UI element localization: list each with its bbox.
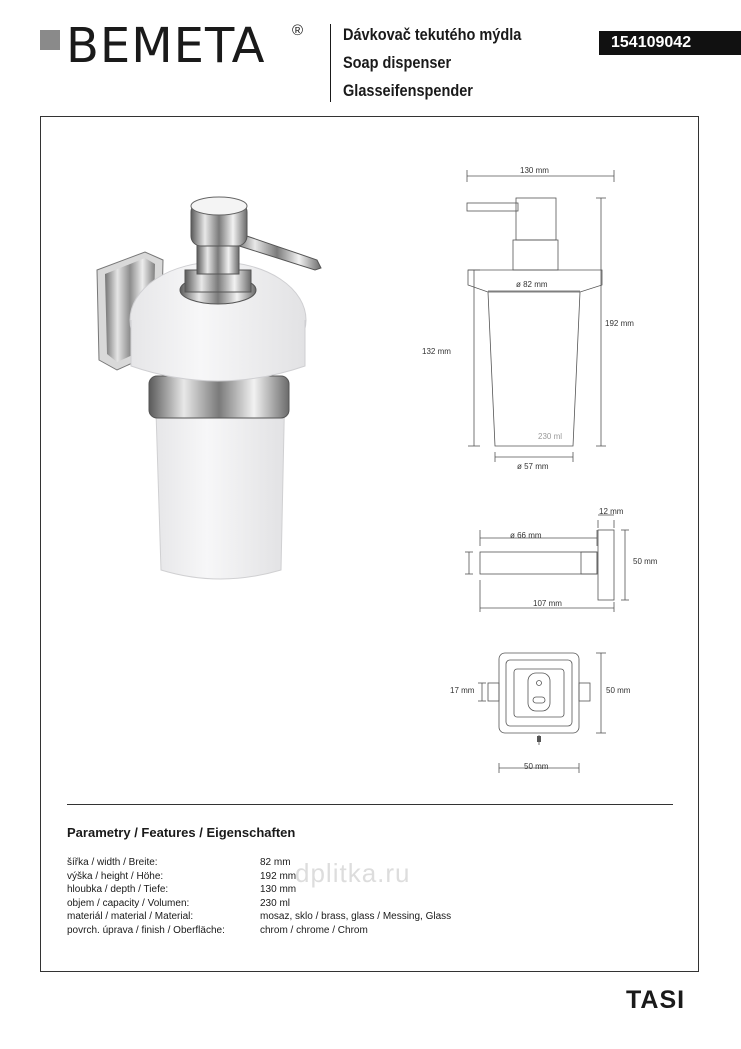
dim-capacity-note: 230 ml bbox=[538, 432, 563, 441]
series-name: TASI bbox=[626, 986, 686, 1014]
side-view-drawing bbox=[455, 500, 675, 620]
dim-side-height: 50 mm bbox=[633, 557, 658, 566]
spec-label-height: výška / height / Höhe: bbox=[67, 871, 164, 882]
plate-view-drawing bbox=[448, 645, 648, 780]
spec-value-material: mosaz, sklo / brass, glass / Messing, Glass bbox=[260, 911, 452, 922]
product-photo bbox=[85, 190, 335, 590]
spec-label-capacity: objem / capacity / Volumen: bbox=[67, 898, 190, 909]
dim-front-width: 130 mm bbox=[520, 166, 549, 175]
spec-value-height: 192 mm bbox=[260, 871, 297, 882]
dim-plate-depth: 17 mm bbox=[450, 686, 475, 695]
front-view-drawing bbox=[420, 160, 650, 480]
dim-glass-bottom: ø 57 mm bbox=[517, 462, 549, 471]
dim-holder-dia: ø 66 mm bbox=[510, 531, 542, 540]
spec-label-material: materiál / material / Material: bbox=[67, 911, 194, 922]
registered-mark: ® bbox=[292, 22, 304, 39]
spec-value-finish: chrom / chrome / Chrom bbox=[260, 925, 368, 936]
features-title: Parametry / Features / Eigenschaften bbox=[67, 825, 296, 840]
dim-glass-top: ø 82 mm bbox=[516, 280, 548, 289]
title-en: Soap dispenser bbox=[343, 54, 452, 72]
spec-value-capacity: 230 ml bbox=[260, 898, 291, 909]
title-de: Glasseifenspender bbox=[343, 82, 473, 100]
dim-glass-height: 132 mm bbox=[422, 347, 451, 356]
section-divider bbox=[67, 804, 673, 805]
spec-label-width: šířka / width / Breite: bbox=[67, 857, 158, 868]
product-code-badge: 154109042 bbox=[599, 31, 741, 55]
spec-value-width: 82 mm bbox=[260, 857, 291, 868]
spec-label-depth: hloubka / depth / Tiefe: bbox=[67, 884, 169, 895]
spec-value-depth: 130 mm bbox=[260, 884, 297, 895]
dim-plate-height: 50 mm bbox=[606, 686, 631, 695]
logo-square bbox=[40, 30, 60, 50]
watermark: dplitka.ru bbox=[295, 858, 411, 888]
dim-side-length: 107 mm bbox=[533, 599, 562, 608]
dim-front-height: 192 mm bbox=[605, 319, 634, 328]
spec-label-finish: povrch. úprava / finish / Oberfläche: bbox=[67, 925, 225, 936]
brand-logo: BEMETA bbox=[66, 18, 266, 74]
dim-base-depth: 12 mm bbox=[599, 507, 624, 516]
title-cz: Dávkovač tekutého mýdla bbox=[343, 26, 522, 44]
header-separator bbox=[330, 24, 331, 102]
dim-plate-width: 50 mm bbox=[524, 762, 549, 771]
